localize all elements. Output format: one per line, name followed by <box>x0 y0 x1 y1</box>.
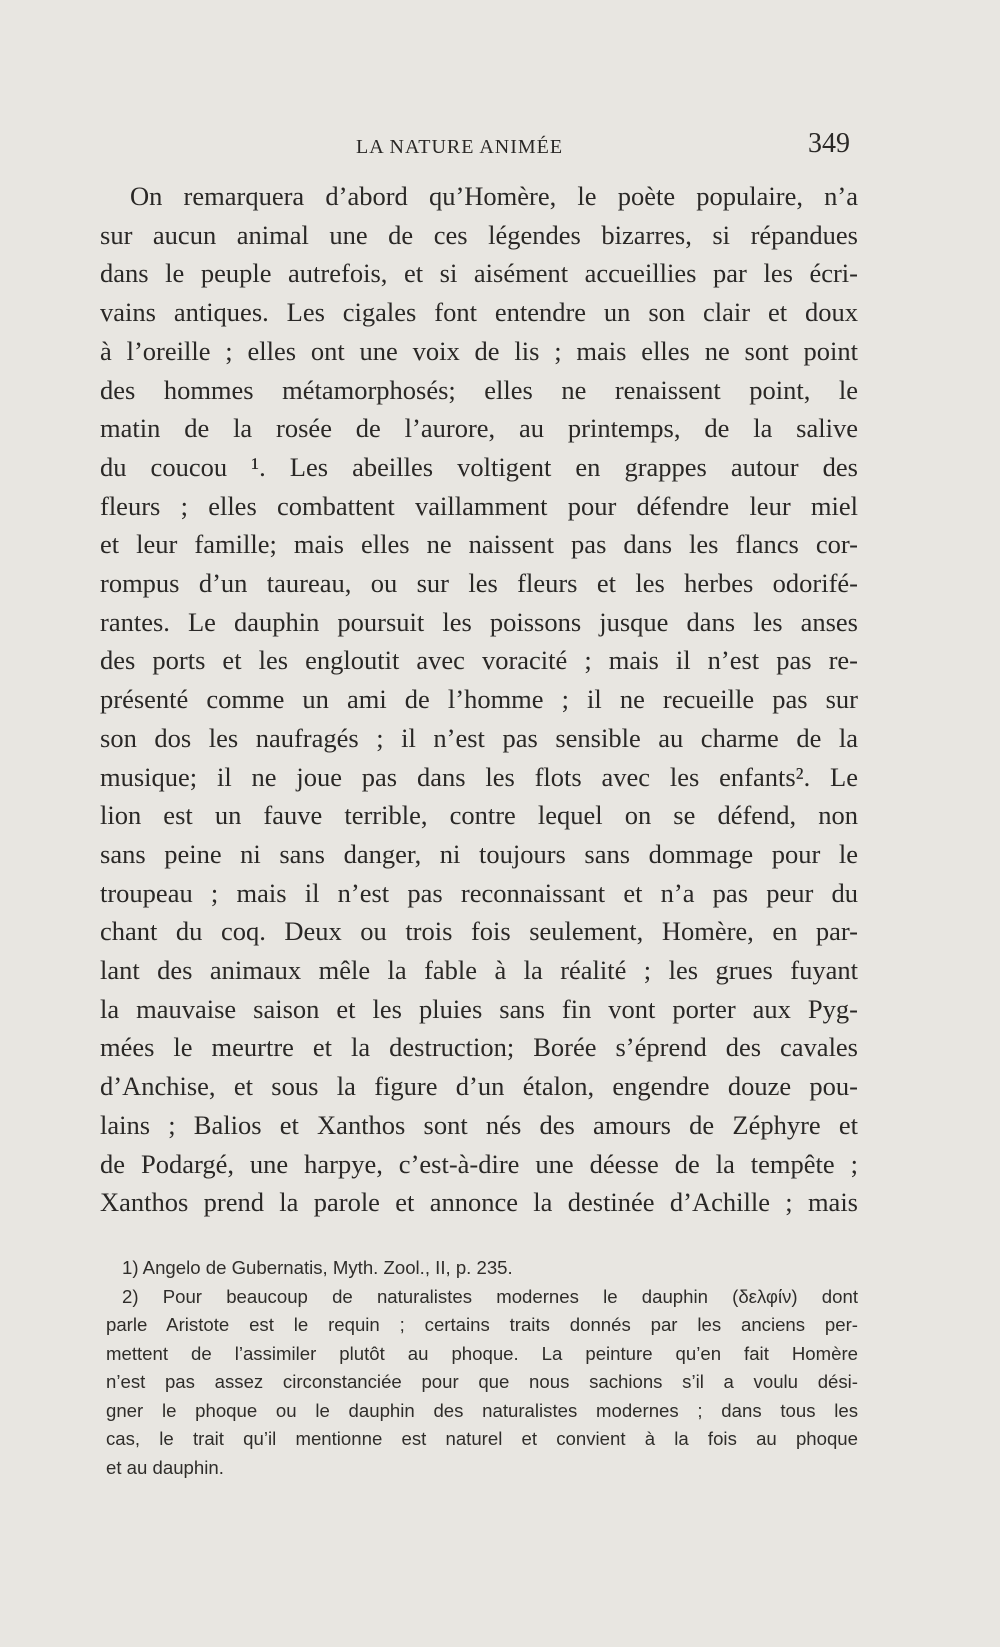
body-line: son dos les naufragés ; il n’est pas sensible au charme de la <box>100 722 858 753</box>
body-line: lant des animaux mêle la fable à la réalité ; les grues fuyant <box>100 955 858 986</box>
footnote-line: mettent de l’assimiler plutôt au phoque. La peinture qu’en fait Homère <box>106 1342 858 1364</box>
footnote-1: 1) Angelo de Gubernatis, Myth. Zool., II, p. 235. <box>122 1257 513 1278</box>
body-line: à l’oreille ; elles ont une voix de lis ; mais elles ne sont point <box>100 335 858 366</box>
body-line: sans peine ni sans danger, ni toujours sans dommage pour le <box>100 838 858 869</box>
body-line: et leur famille; mais elles ne naissent pas dans les flancs cor- <box>100 529 858 560</box>
body-line: vains antiques. Les cigales font entendre un son clair et doux <box>100 297 858 328</box>
body-line: d’Anchise, et sous la figure d’un étalon, engendre douze pou- <box>100 1071 858 1102</box>
body-line: rompus d’un taureau, ou sur les fleurs et les herbes odorifé- <box>100 568 858 599</box>
body-line: mées le meurtre et la destruction; Borée s’éprend des cavales <box>100 1032 858 1063</box>
body-line: présenté comme un ami de l’homme ; il ne recueille pas sur <box>100 684 858 715</box>
body-text <box>100 177 858 1222</box>
page-header <box>0 128 1000 168</box>
body-line: Xanthos prend la parole et annonce la destinée d’Achille ; mais <box>100 1187 858 1218</box>
body-line: des hommes métamorphosés; elles ne renaissent point, le <box>100 374 858 405</box>
running-title: LA NATURE ANIMÉE <box>356 136 564 158</box>
footnote-line: gner le phoque ou le dauphin des naturalistes modernes ; dans tous les <box>106 1399 858 1421</box>
body-line: du coucou ¹. Les abeilles voltigent en grappes autour des <box>100 451 858 482</box>
body-line: la mauvaise saison et les pluies sans fin vont porter aux Pyg- <box>100 993 858 1024</box>
footnote-line: et au dauphin. <box>106 1456 224 1478</box>
body-line: de Podargé, une harpye, c’est-à-dire une déesse de la tempête ; <box>100 1148 858 1179</box>
footnotes <box>106 1254 858 1482</box>
body-line: troupeau ; mais il n’est pas reconnaissant et n’a pas peur du <box>100 877 858 908</box>
body-line: rantes. Le dauphin poursuit les poissons jusque dans les anses <box>100 606 858 637</box>
body-line: chant du coq. Deux ou trois fois seulement, Homère, en par- <box>100 916 858 947</box>
body-line: lion est un fauve terrible, contre lequel on se défend, non <box>100 800 858 831</box>
body-line: musique; il ne joue pas dans les flots avec les enfants². Le <box>100 761 858 792</box>
footnote-line: parle Aristote est le requin ; certains traits donnés par les anciens per- <box>106 1314 858 1335</box>
footnote-2: 2) Pour beaucoup de naturalistes modernes le dauphin (δελφίν) dont <box>122 1285 858 1307</box>
body-line: des ports et les engloutit avec voracité ; mais il n’est pas re- <box>100 645 858 676</box>
body-line: lains ; Balios et Xanthos sont nés des amours de Zéphyre et <box>100 1109 858 1140</box>
body-line: sur aucun animal une de ces légendes bizarres, si répandues <box>100 219 858 250</box>
body-line: matin de la rosée de l’aurore, au printemps, de la salive <box>100 413 858 444</box>
body-line: dans le peuple autrefois, et si aisément accueillies par les écri- <box>100 258 858 289</box>
footnote-line: cas, le trait qu’il mentionne est naturel et convient à la fois au phoque <box>106 1428 858 1449</box>
body-line: fleurs ; elles combattent vaillamment pour défendre leur miel <box>100 490 858 521</box>
body-line: On remarquera d’abord qu’Homère, le poète populaire, n’a <box>130 181 858 211</box>
page-number: 349 <box>808 128 850 159</box>
footnote-line: n’est pas assez circonstanciée pour que nous sachions s’il a voulu dési- <box>106 1371 858 1392</box>
